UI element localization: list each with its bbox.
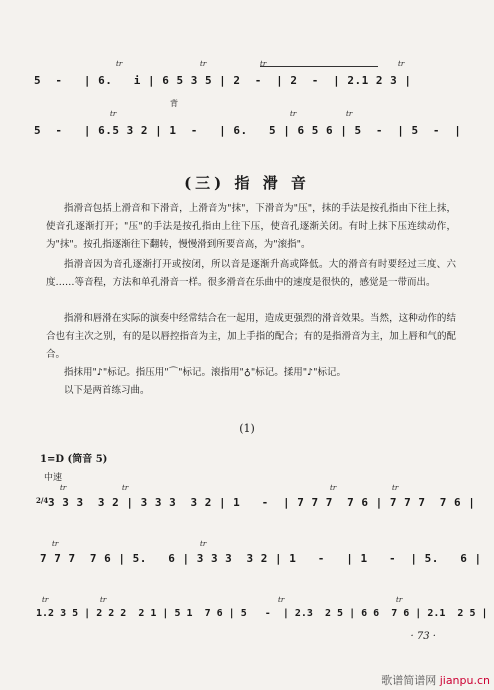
section-heading: (三) 指 滑 音 — [184, 174, 310, 192]
exercise-line-1: 3 3 3 3 2 | 3 3 3 3 2 | 1 - | 7 7 7 7 6 | 7 7 7 7 6 | — [48, 496, 476, 509]
watermark-cn: 歌谱简谱网 — [381, 674, 437, 687]
score-line-1: 5 - | 6. i | 6 5 3 5 | 2 - | 2 - | 2.1 2 3 | — [34, 74, 412, 87]
trill-mark: tr — [346, 110, 353, 118]
trill-mark: tr — [200, 60, 207, 68]
trill-mark: tr — [52, 540, 59, 548]
tempo-mark: 中速 — [44, 473, 63, 483]
exercise-line-3: 1.2 3 5 | 2 2 2 2 1 | 5 1 7 6 | 5 - | 2.3 2 5 | 6 6 7 6 | 2.1 2 5 | — [36, 608, 488, 619]
paragraph-1: 指滑音包括上滑音和下滑音，上滑音为"抹"，下滑音为"压"，抹的手法是按孔指由下往上抹，使音孔逐渐打开；"压"的手法是按孔指由上往下压，使音孔逐渐关闭。有时上抹下压连续动作，为"抹"。按孔指逐渐往下翻转，慢慢滑到所要音高，为"滚指"。 — [46, 203, 456, 250]
trill-mark: tr — [392, 484, 399, 492]
watermark-url: jianpu.cn — [439, 674, 490, 687]
trill-mark: tr — [398, 60, 405, 68]
paragraph-5: 以下是两首练习曲。 — [64, 385, 150, 396]
trill-mark: tr — [396, 596, 403, 604]
paragraph-4: 指抹用"♪"标记。指压用"⌒"标记。滚指用"♁"标记。揉用"♪"标记。 — [64, 367, 347, 378]
breath-mark: 背 — [170, 99, 178, 108]
score-line-2: 5 - | 6.5 3 2 | 1 - | 6. 5 | 6 5 6 | 5 - | 5 - | — [34, 124, 462, 137]
trill-mark: tr — [116, 60, 123, 68]
trill-mark: tr — [260, 60, 267, 68]
exercise-line-2: 7 7 7 7 6 | 5. 6 | 3 3 3 3 2 | 1 - | 1 - | 5. 6 | — [40, 552, 482, 565]
trill-mark: tr — [200, 540, 207, 548]
trill-mark: tr — [278, 596, 285, 604]
key-signature: 1=D (筒音 5) — [40, 454, 108, 465]
trill-mark: tr — [110, 110, 117, 118]
trill-mark: tr — [100, 596, 107, 604]
exercise-number: (1) — [239, 422, 255, 435]
trill-mark: tr — [330, 484, 337, 492]
paragraph-3: 指滑和唇滑在实际的演奏中经常结合在一起用，造成更强烈的滑音效果。当然，这种动作的结合也有主次之别，有的是以唇控指音为主，加上手指的配合；有的是指滑音为主，加上唇和气的配合。 — [46, 313, 456, 360]
trill-mark: tr — [122, 484, 129, 492]
time-signature: 2/4 — [36, 496, 49, 505]
tie-line — [260, 66, 378, 67]
page-number: · 73 · — [410, 631, 436, 642]
watermark — [381, 672, 490, 688]
trill-mark: tr — [42, 596, 49, 604]
trill-mark: tr — [290, 110, 297, 118]
paragraph-2: 指滑音因为音孔逐渐打开或按闭，所以音是逐渐升高或降低。大的滑音有时要经过三度、六度……等音程，方法和单孔滑音一样。很多滑音在乐曲中的速度是很快的，感觉是一带而出。 — [46, 259, 456, 288]
trill-mark: tr — [60, 484, 67, 492]
